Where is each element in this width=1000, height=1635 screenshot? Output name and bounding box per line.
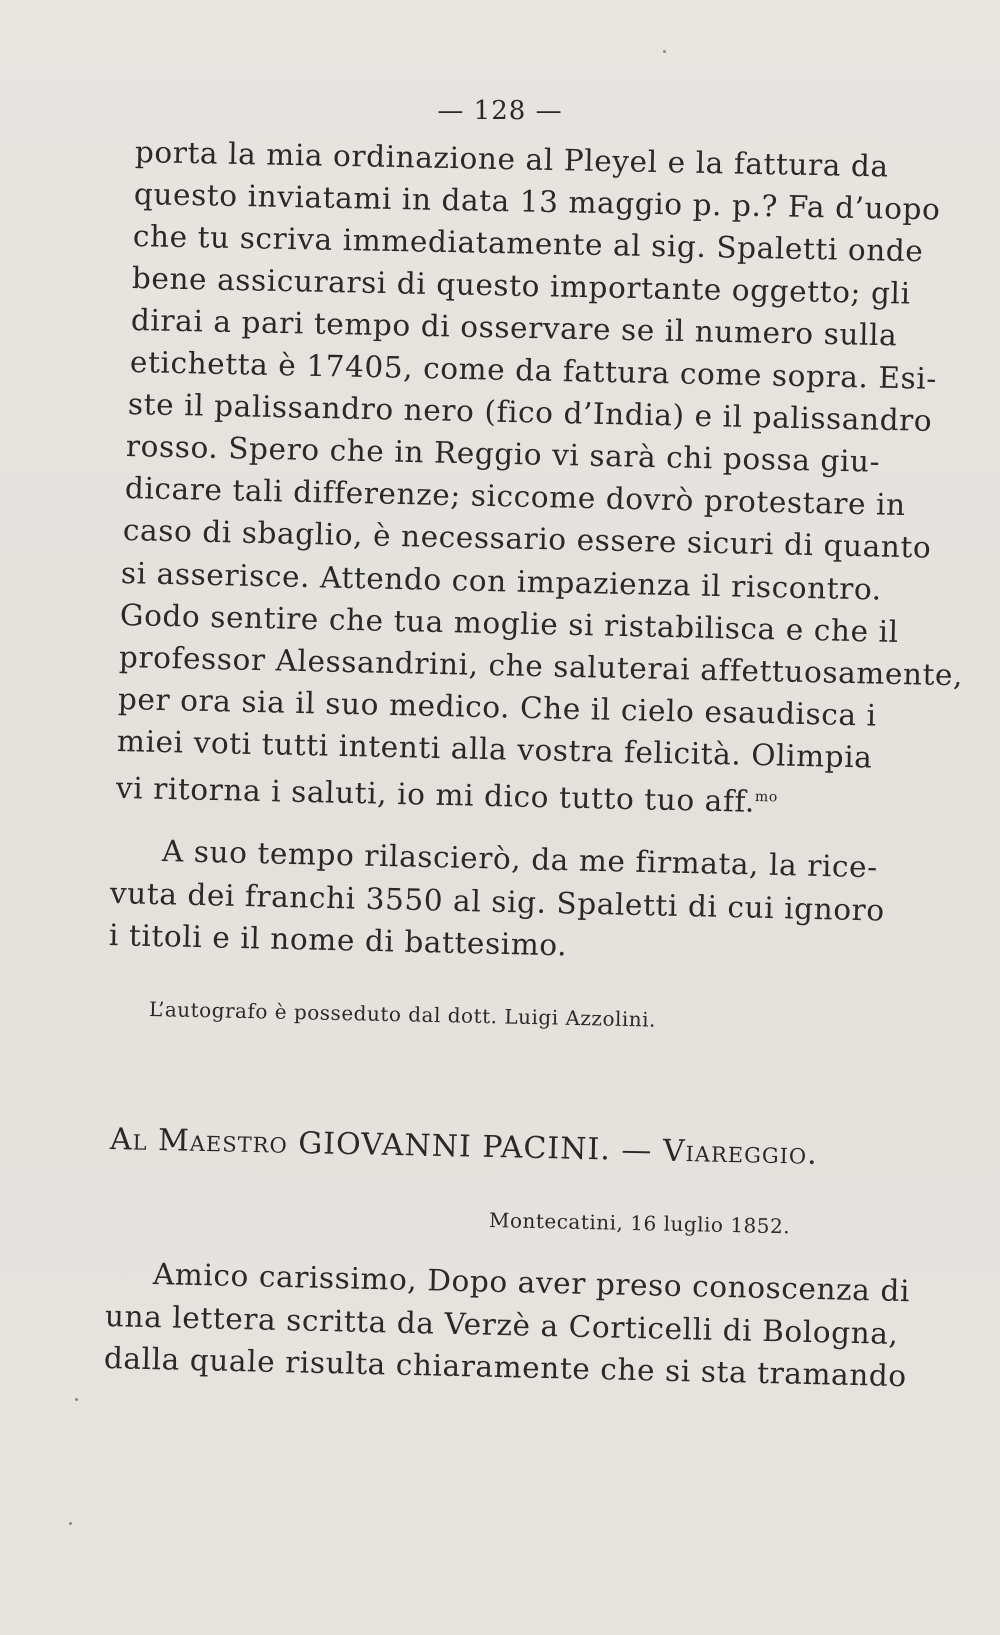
postscript-line: i titoli e il nome di battesimo. (108, 918, 568, 963)
text-line: miei voti tutti intenti alla vostra felicità. Olimpia (116, 724, 873, 775)
heading-prefix: Al Maestro (109, 1122, 289, 1161)
text-line: che tu scriva immediatamente al sig. Spaletti onde (132, 219, 924, 269)
postscript-line: A suo tempo rilascierò, da me firmata, la rice- (161, 834, 879, 885)
text-line: questo inviatami in data 13 maggio p. p.? Fa d’uopo (133, 177, 941, 227)
closing-superscript: mo (754, 788, 779, 806)
text-line: bene assicurarsi di questo importante oggetto; gli (131, 261, 911, 311)
closing-text: vi ritorna i saluti, io mi dico tutto tuo aff. (115, 770, 756, 819)
text-line: etichetta è 17405, come da fattura come sopra. Esi- (129, 345, 938, 396)
text-line: per ora sia il suo medico. Che il cielo esaudisca i (117, 682, 877, 733)
text-line: ste il palissandro nero (fico d’India) e il palissandro (127, 387, 933, 438)
text-line: una lettera scritta da Verzè a Corticelli di Bologna, (104, 1299, 899, 1352)
text-line: professor Alessandrini, che saluterai affettuosamente, (118, 640, 964, 693)
text-line: dalla quale risulta chiaramente che si sta tramando (103, 1341, 908, 1394)
closing-line (116, 765, 779, 820)
heading-dash: — (621, 1132, 653, 1169)
text-line: dicare tali differenze; siccome dovrò protestare in (124, 471, 907, 523)
text-line: si asserisce. Attendo con impazienza il riscontro. (120, 556, 883, 607)
page-number: — 128 — (437, 96, 563, 126)
postscript-line: vuta dei franchi 3550 al sig. Spaletti di cui ignoro (109, 876, 886, 928)
scan-speck (75, 1398, 78, 1401)
autograph-note: L’autografo è posseduto dal dott. Luigi Azzolini. (148, 997, 657, 1032)
scan-speck (663, 50, 666, 53)
heading-name: GIOVANNI PACINI. (297, 1125, 612, 1168)
heading-place: Viareggio. (662, 1133, 819, 1172)
scan-speck (69, 1522, 72, 1525)
letter-heading (110, 1122, 818, 1172)
text-line: caso di sbaglio, è necessario essere sicuri di quanto (122, 513, 932, 565)
text-line: dirai a pari tempo di osservare se il numero sulla (130, 303, 898, 353)
text-line: porta la mia ordinazione al Pleyel e la fattura da (134, 135, 889, 184)
letter-date: Montecatini, 16 luglio 1852. (488, 1208, 791, 1239)
text-line: Amico carissimo, Dopo aver preso conoscenza di (152, 1257, 911, 1309)
text-line: Godo sentire che tua moglie si ristabilisca e che il (119, 598, 899, 649)
text-line: rosso. Spero che in Reggio vi sarà chi possa giu- (125, 429, 881, 479)
